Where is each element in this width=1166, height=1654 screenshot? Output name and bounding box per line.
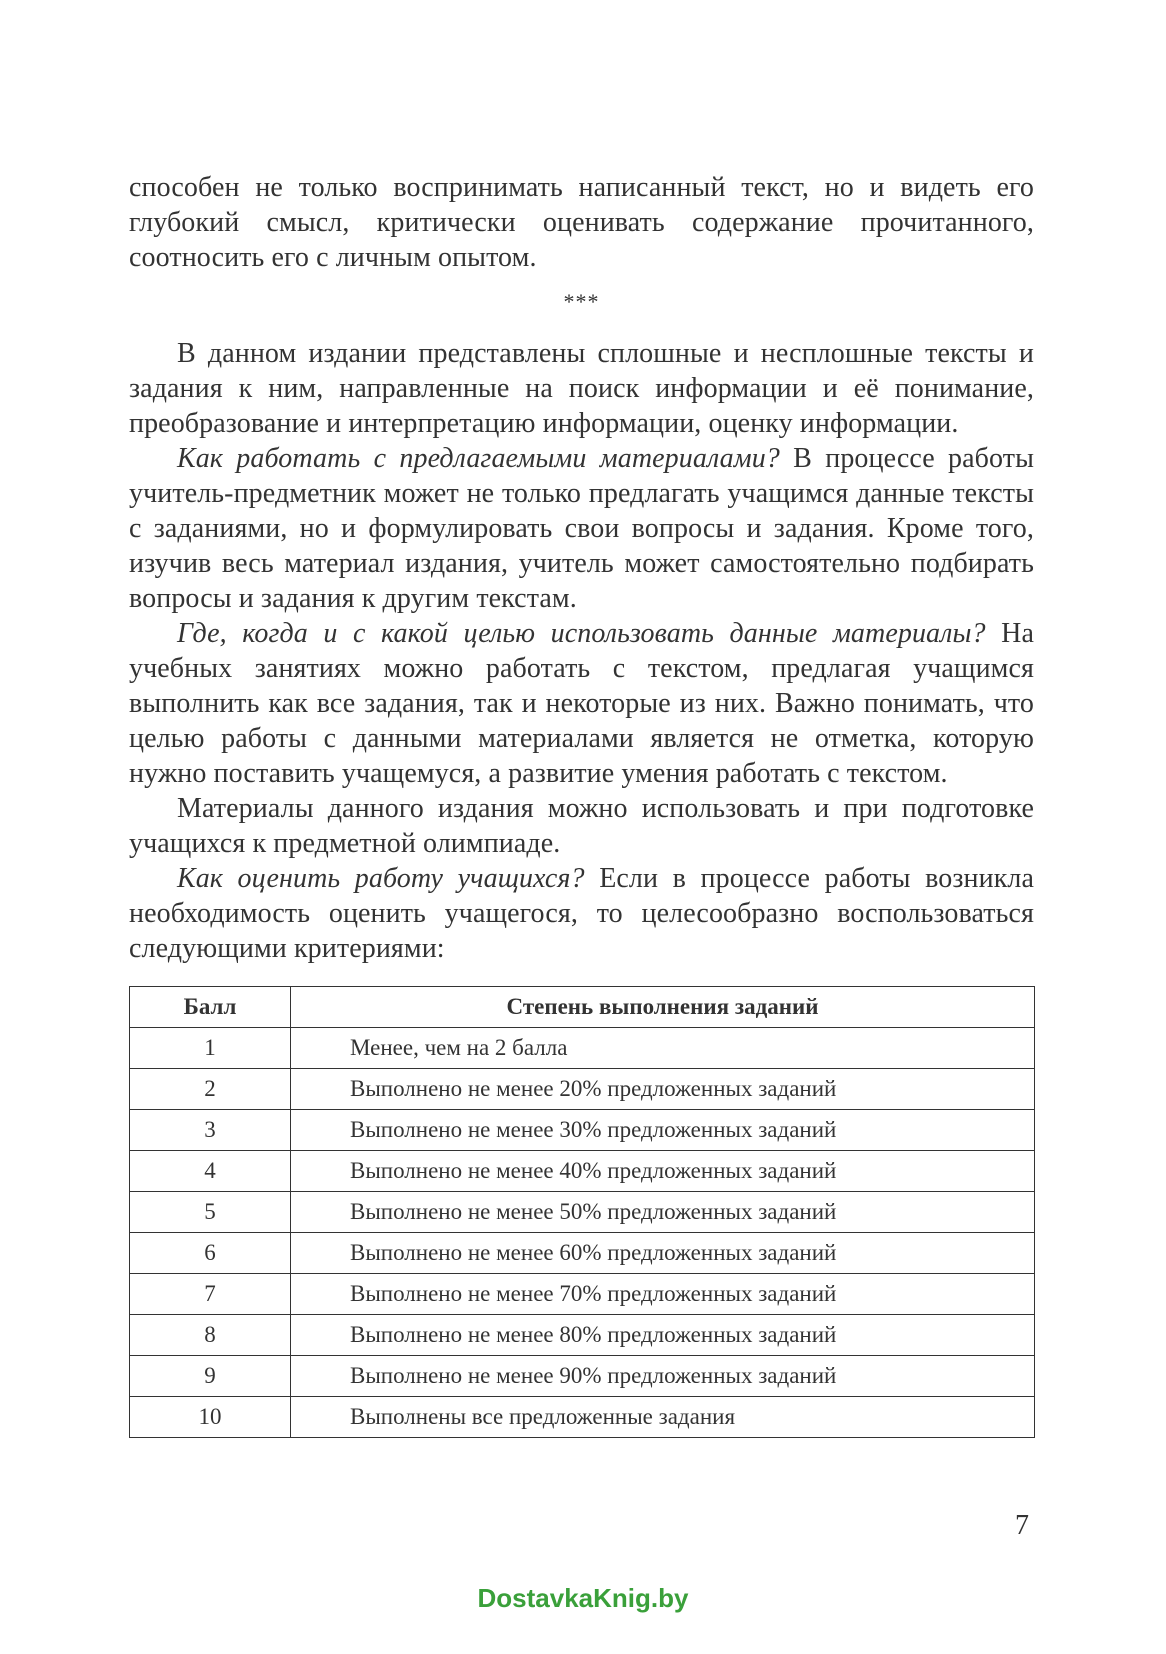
table-row bbox=[130, 1110, 1035, 1151]
cell-degree: Выполнено не менее 70% предложенных заданий bbox=[291, 1274, 1035, 1315]
table-header-row bbox=[130, 987, 1035, 1028]
paragraph-intro-continuation: способен не только воспринимать написанный текст, но и видеть его глубокий смысл, критически оценивать содержание прочитанного, соотносить его с личным опытом. bbox=[129, 172, 1034, 273]
cell-ball: 2 bbox=[130, 1069, 291, 1110]
table-row bbox=[130, 1274, 1035, 1315]
cell-degree: Выполнено не менее 20% предложенных заданий bbox=[291, 1069, 1035, 1110]
cell-ball: 8 bbox=[130, 1315, 291, 1356]
cell-degree: Выполнено не менее 40% предложенных заданий bbox=[291, 1151, 1035, 1192]
watermark-link[interactable]: DostavkaKnig.by bbox=[477, 1583, 689, 1613]
paragraph-olympiad: Материалы данного издания можно использовать и при подготовке учащихся к предметной олимпиаде. bbox=[129, 793, 1034, 859]
table-row bbox=[130, 1356, 1035, 1397]
cell-ball: 5 bbox=[130, 1192, 291, 1233]
paragraph-where-when bbox=[129, 616, 1034, 791]
question-how-to-grade: Как оценить работу учащихся? bbox=[177, 863, 585, 894]
answer-where-when: На учебных занятиях можно работать с текстом, предлагая учащимся выполнить как все задания, так и некоторые из них. Важно понимать, что целью работы с данными материалами является не отметка, которую нужно поставить учащемуся, а развитие умения работать с текстом. bbox=[129, 618, 1035, 789]
cell-degree: Выполнено не менее 30% предложенных заданий bbox=[291, 1110, 1035, 1151]
table-row bbox=[130, 1315, 1035, 1356]
question-how-to-work: Как работать с предлагаемыми материалами? bbox=[177, 443, 780, 474]
table-row bbox=[130, 1151, 1035, 1192]
cell-ball: 6 bbox=[130, 1233, 291, 1274]
column-header-ball: Балл bbox=[130, 987, 291, 1028]
cell-ball: 9 bbox=[130, 1356, 291, 1397]
cell-ball: 10 bbox=[130, 1397, 291, 1438]
page-number: 7 bbox=[1015, 1510, 1029, 1541]
table-row bbox=[130, 1028, 1035, 1069]
page-body bbox=[129, 170, 1034, 966]
cell-degree: Выполнено не менее 50% предложенных заданий bbox=[291, 1192, 1035, 1233]
question-where-when: Где, когда и с какой целью использовать данные материалы? bbox=[177, 618, 986, 649]
cell-degree: Менее, чем на 2 балла bbox=[291, 1028, 1035, 1069]
cell-degree: Выполнено не менее 80% предложенных заданий bbox=[291, 1315, 1035, 1356]
cell-degree: Выполнены все предложенные задания bbox=[291, 1397, 1035, 1438]
cell-ball: 4 bbox=[130, 1151, 291, 1192]
grading-criteria-table bbox=[129, 986, 1035, 1438]
table-row bbox=[130, 1397, 1035, 1438]
cell-ball: 7 bbox=[130, 1274, 291, 1315]
paragraph-edition-description: В данном издании представлены сплошные и несплошные тексты и задания к ним, направленные на поиск информации и её понимание, преобразование и интерпретацию информации, оценку информации. bbox=[129, 338, 1034, 439]
table-row bbox=[130, 1069, 1035, 1110]
paragraph-how-to-work bbox=[129, 441, 1034, 616]
cell-ball: 1 bbox=[130, 1028, 291, 1069]
column-header-degree: Степень выполнения заданий bbox=[291, 987, 1035, 1028]
cell-degree: Выполнено не менее 90% предложенных заданий bbox=[291, 1356, 1035, 1397]
cell-degree: Выполнено не менее 60% предложенных заданий bbox=[291, 1233, 1035, 1274]
answer-how-to-grade: Если в процессе работы возникла необходимость оценить учащегося, то целесообразно воспользоваться следующими критериями: bbox=[129, 863, 1034, 964]
section-separator: *** bbox=[563, 289, 600, 314]
answer-how-to-work: В процессе работы учитель-предметник может не только предлагать учащимся данные тексты с заданиями, но и формулировать свои вопросы и задания. Кроме того, изучив весь материал издания, учитель может самостоятельно подбирать вопросы и задания к другим текстам. bbox=[129, 443, 1034, 614]
table-row bbox=[130, 1233, 1035, 1274]
table-row bbox=[130, 1192, 1035, 1233]
paragraph-how-to-grade bbox=[129, 861, 1034, 966]
cell-ball: 3 bbox=[130, 1110, 291, 1151]
